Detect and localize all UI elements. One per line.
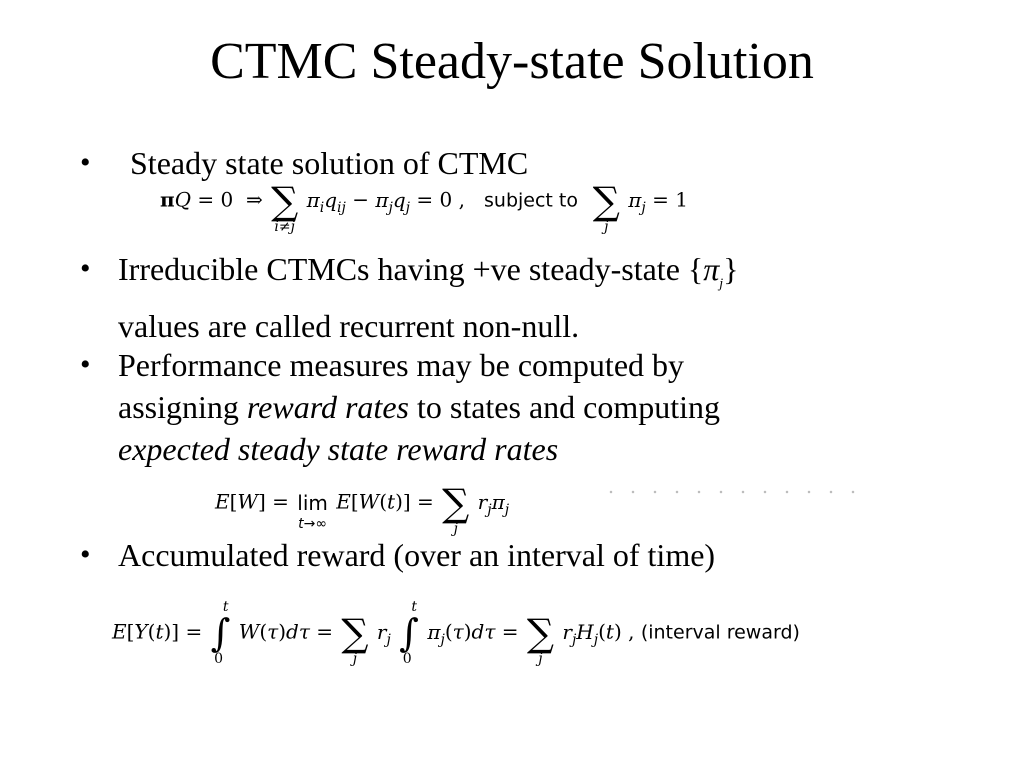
bullet-marker: • xyxy=(80,348,91,381)
subject-to-text: subject to xyxy=(484,189,578,212)
sum-index: j xyxy=(352,651,358,667)
equation-balance: πQ = 0 ⇒ ∑ i≠j $\pi_iq_{ij} - \pi_jq_j = 0$ , subject to ∑ j $\pi_j = 1$ xyxy=(160,179,688,235)
bullet-performance xyxy=(0,344,1024,474)
bullet-steady-state xyxy=(0,142,1024,186)
bullet-line: values are called recurrent non-null. xyxy=(118,308,580,345)
limit-index: t→∞ xyxy=(298,516,328,532)
bullet-line: expected steady state reward rates xyxy=(118,431,559,467)
slide-title: CTMC Steady-state Solution xyxy=(210,33,814,90)
sum-index: j xyxy=(538,651,543,667)
bullet-text: Accumulated reward (over an interval of time) xyxy=(118,537,716,573)
equation-interval-reward: E[Y(t)] = ∫ t 0 W(τ)dτ = ∑ j $r_j$ ∫ t 0 $\pi_j(\tau)d\tau$ = ∑ j $r_jH_j(t)$ , (interval reward) xyxy=(112,599,800,667)
sum-index: i≠j xyxy=(274,219,295,235)
sum-index: j xyxy=(453,521,458,537)
bullet-text: Steady state solution of CTMC xyxy=(130,145,529,181)
bullet-irreducible xyxy=(0,248,1024,345)
bullet-line: assigning reward rates to states and computing xyxy=(118,389,721,425)
bullet-marker: • xyxy=(80,538,91,571)
bullet-marker: • xyxy=(80,146,91,179)
equation-expected-reward: E[W] = lim t→∞ E[W(t)] = ∑ j $r_j\pi_j$ xyxy=(215,481,510,537)
scan-artifact xyxy=(600,488,860,496)
sum-index: j xyxy=(604,219,609,235)
bullet-accumulated xyxy=(0,534,1024,578)
bullet-marker: • xyxy=(80,252,91,285)
interval-reward-note: (interval reward) xyxy=(640,621,800,644)
bullet-line: Irreducible CTMCs having +ve steady-state $\{\pi_j\}$ xyxy=(118,251,739,292)
bullet-line: Performance measures may be computed by xyxy=(118,347,685,383)
